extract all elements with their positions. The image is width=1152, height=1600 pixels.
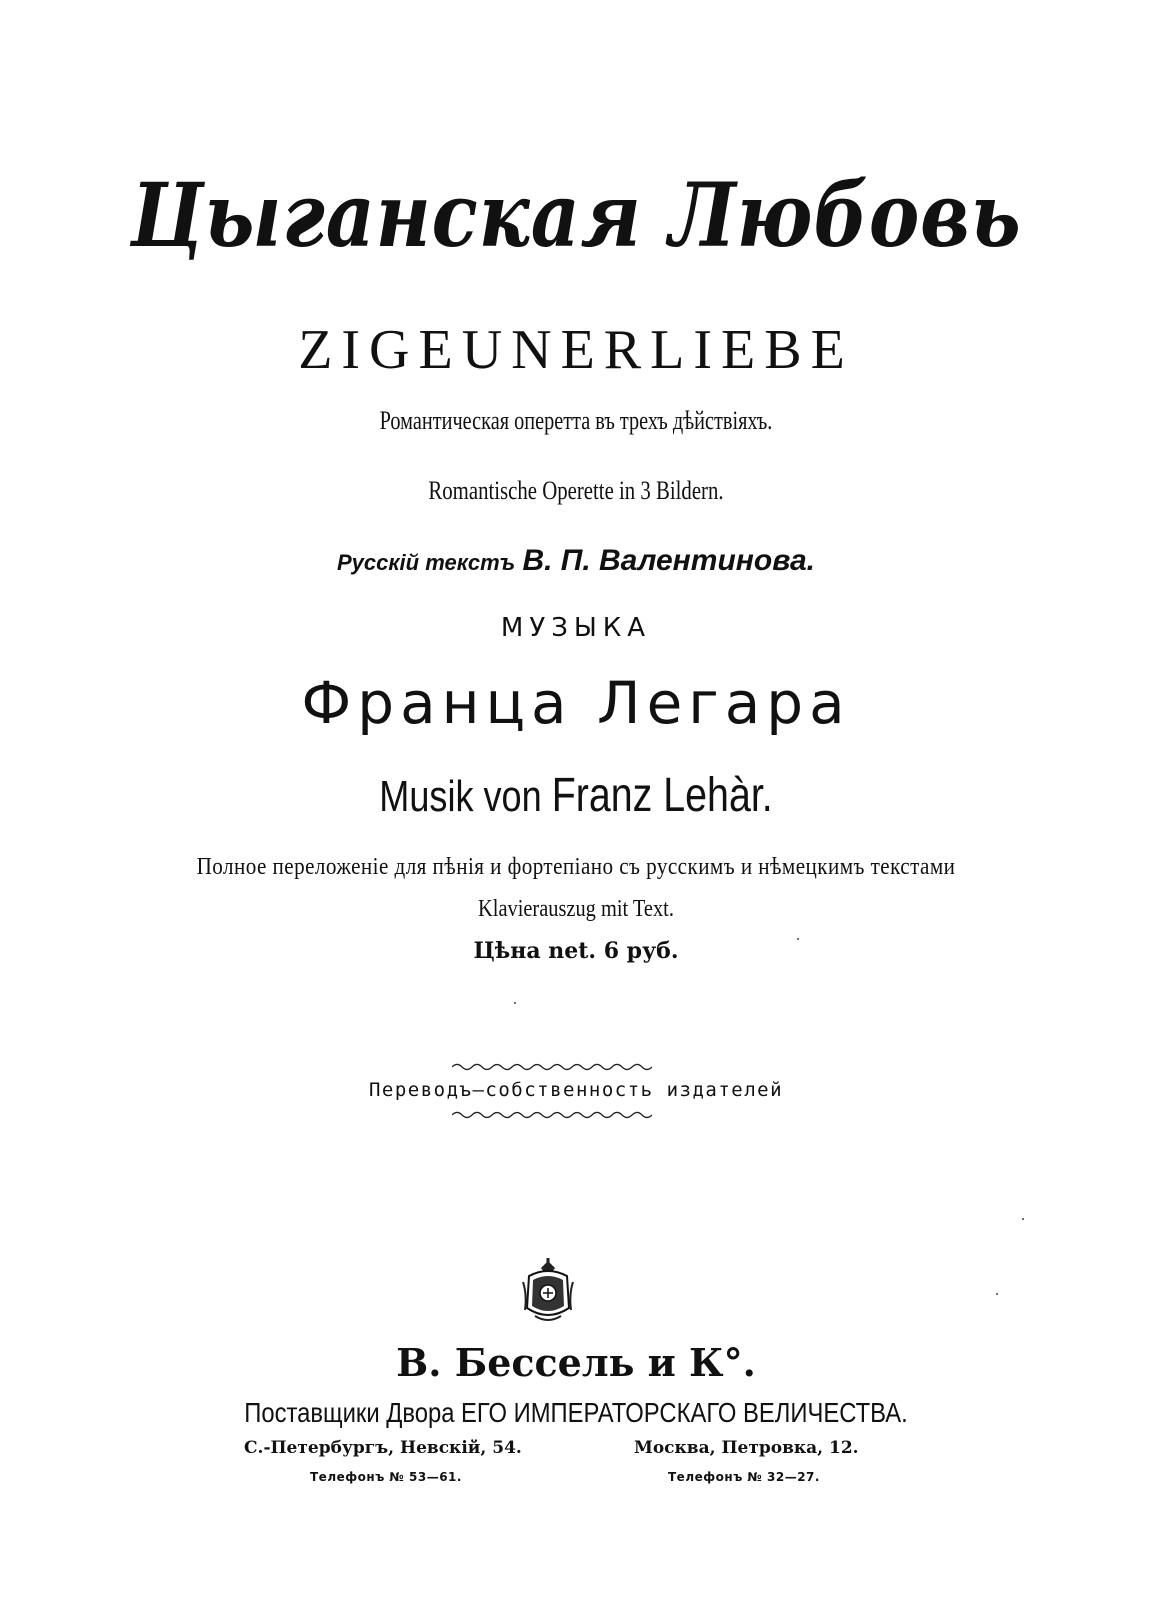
music-label: МУЗЫКА <box>500 613 652 643</box>
arrangement-russian: Полное переложенiе для пѣнiя и фортепiано съ русскимъ и нѣмецкимъ текстами <box>196 854 956 880</box>
text-author-prefix: Русскiй текстъ <box>337 550 516 575</box>
moscow-address: Москва, Петровка, 12. <box>634 1438 859 1458</box>
publisher-name: В. Бессель и К°. <box>396 1340 756 1385</box>
moscow-phone: Телефонъ № 32—27. <box>668 1470 820 1484</box>
print-speck <box>996 1293 998 1295</box>
print-speck <box>514 1002 516 1004</box>
print-speck <box>797 938 799 940</box>
top-wavy-ornament <box>452 1062 652 1072</box>
print-speck <box>1022 1218 1024 1220</box>
rights-notice: Переводъ—собственность издателей <box>368 1079 784 1101</box>
text-author-credit <box>0 544 1152 580</box>
spb-address: С.-Петербургъ, Невскiй, 54. <box>244 1438 522 1458</box>
title-russian: Цыганская Любовь <box>130 163 1022 267</box>
subtitle-german: Romantische Operette in 3 Bildern. <box>428 476 724 505</box>
composer-german-prefix: Musik von <box>379 772 542 821</box>
arrangement-german: Klavierauszug mit Text. <box>478 896 674 922</box>
publisher-supplier-line: Поставщики Двора ЕГО ИМПЕРАТОРСКАГО ВЕЛИЧЕСТВА. <box>244 1397 908 1428</box>
title-german: ZIGEUNERLIEBE <box>298 319 854 381</box>
subtitle-russian: Романтическая оперетта въ трехъ дѣйствiяхъ. <box>379 406 773 435</box>
composer-german-name: Franz Lehàr. <box>551 769 773 822</box>
spb-phone: Телефонъ № 53—61. <box>310 1470 462 1484</box>
composer-german <box>104 770 1049 823</box>
composer-russian: Франца Легара <box>301 669 851 737</box>
bottom-wavy-ornament <box>452 1110 652 1120</box>
price-line: Цѣна net. 6 руб. <box>473 938 679 964</box>
text-author-name: В. П. Валентинова. <box>522 544 815 577</box>
imperial-crest-icon <box>521 1258 575 1324</box>
